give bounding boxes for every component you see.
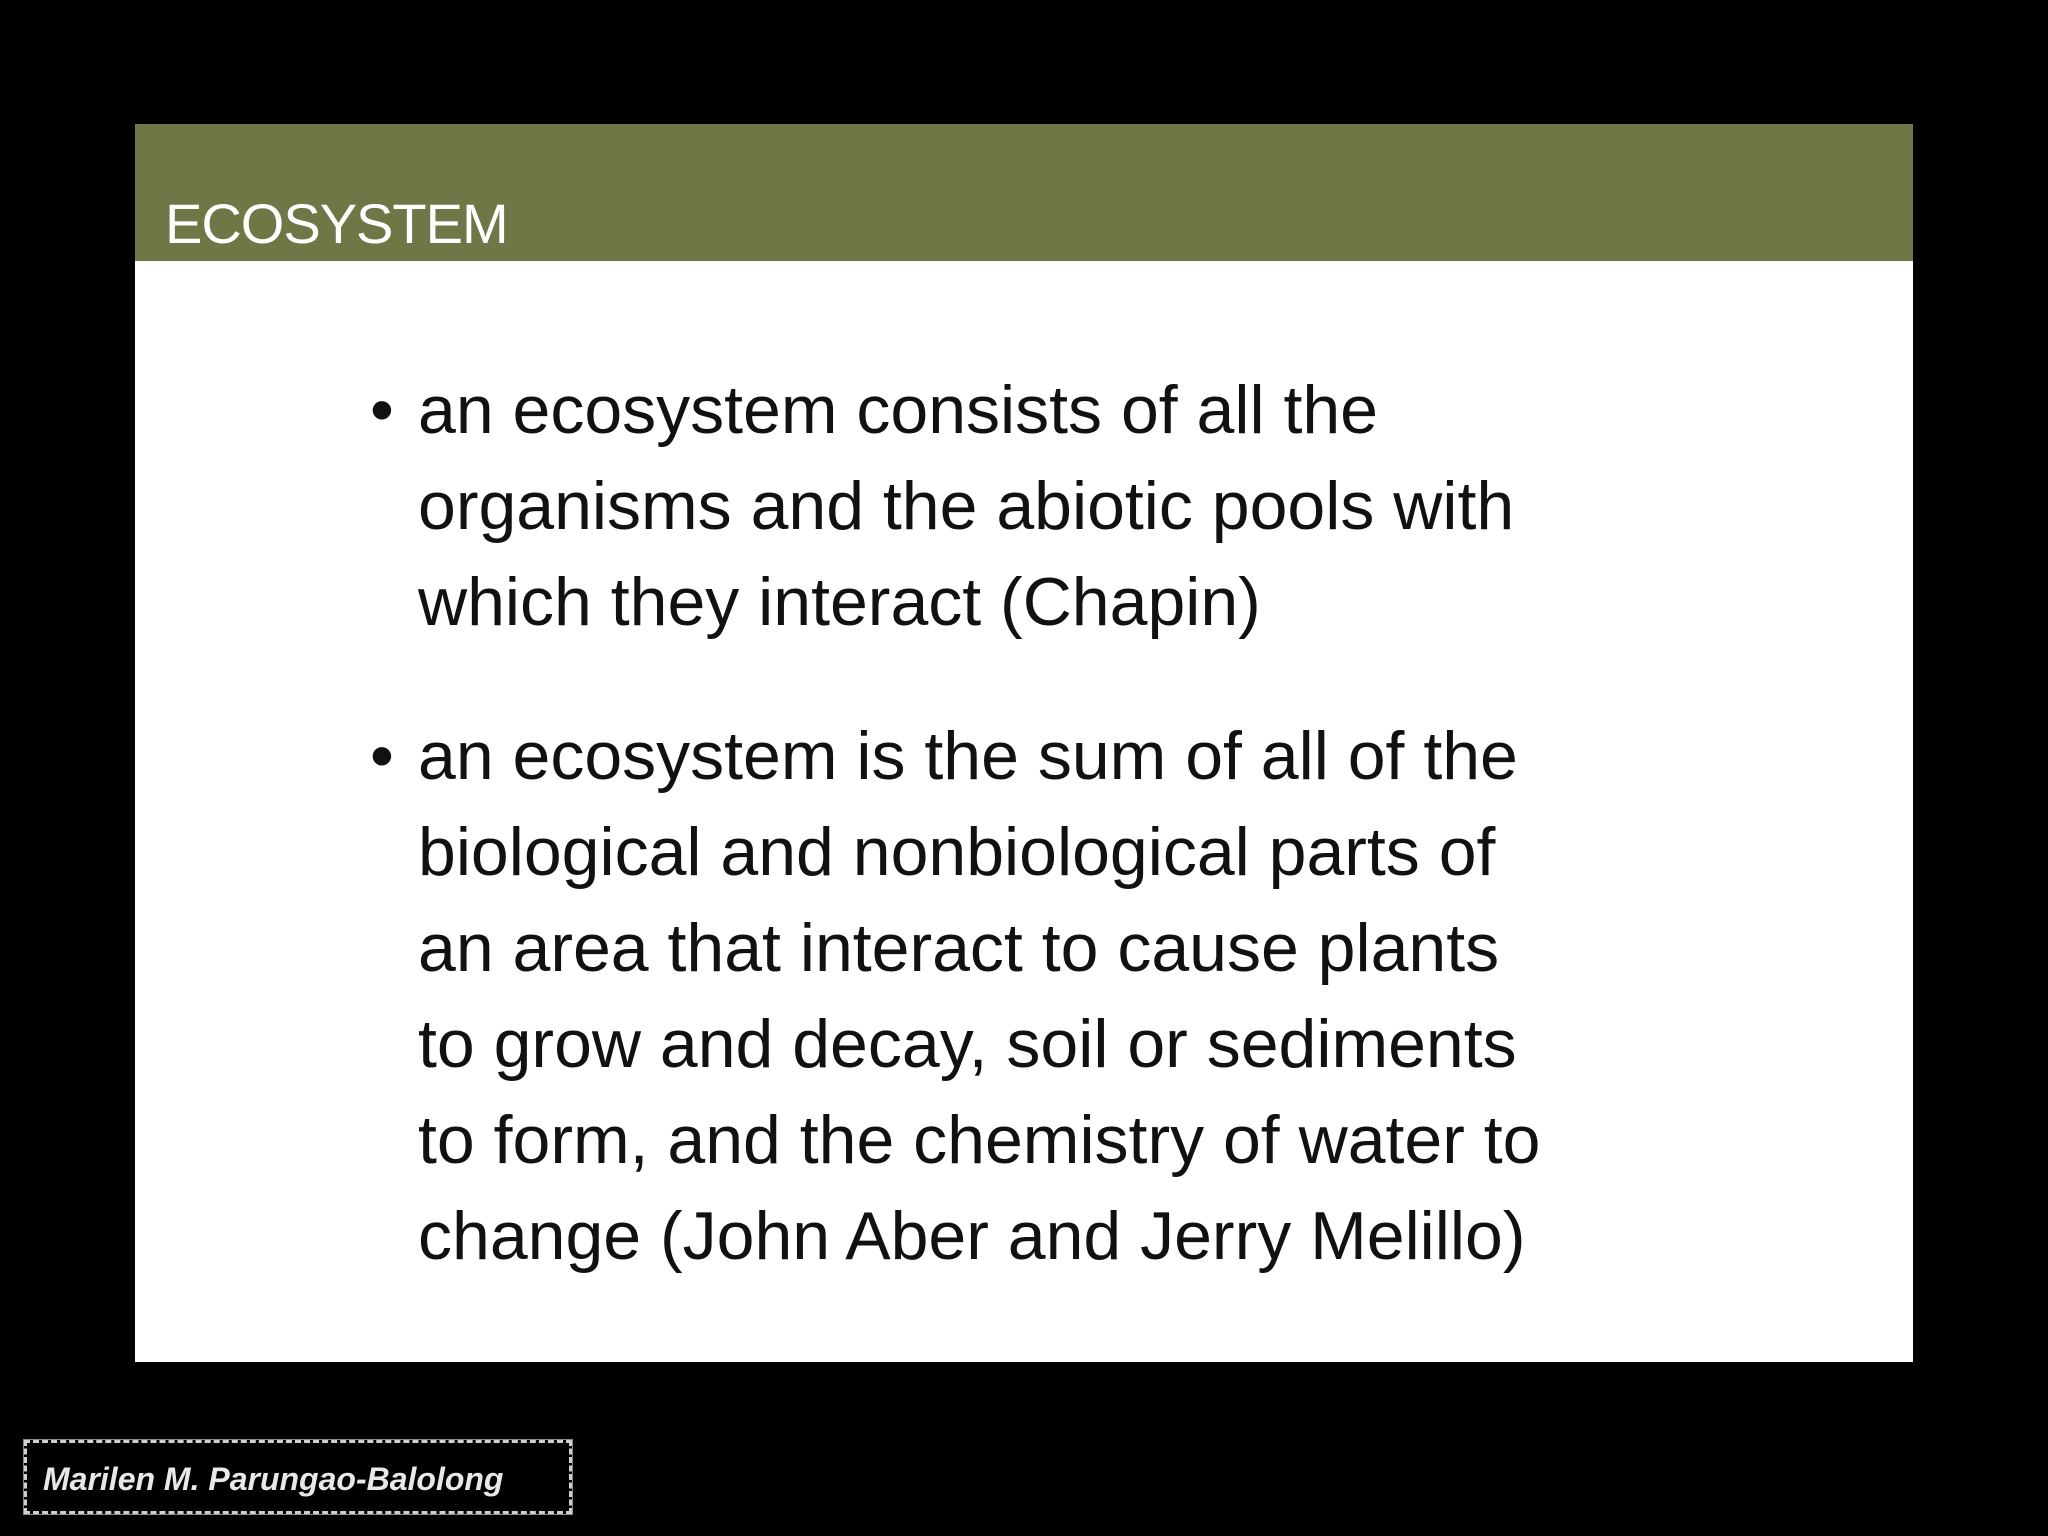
bullet-line: organisms and the abiotic pools with bbox=[418, 468, 1515, 544]
bullet-marker: • bbox=[370, 372, 394, 448]
bullet-line: change (John Aber and Jerry Melillo) bbox=[418, 1198, 1526, 1274]
bullet-line: to form, and the chemistry of water to bbox=[418, 1102, 1541, 1178]
bullet-line: biological and nonbiological parts of bbox=[418, 814, 1496, 890]
bullet-line: which they interact (Chapin) bbox=[418, 564, 1261, 640]
author-watermark bbox=[24, 1440, 572, 1514]
bullet-line: an ecosystem consists of all the bbox=[418, 372, 1379, 448]
bullet-line: an area that interact to cause plants bbox=[418, 910, 1500, 986]
slide-title: ECOSYSTEM bbox=[165, 192, 508, 255]
bullet-item bbox=[418, 362, 1838, 650]
bullet-line: an ecosystem is the sum of all of the bbox=[418, 718, 1518, 794]
author-name: Marilen M. Parungao-Balolong bbox=[43, 1461, 504, 1497]
bullet-item bbox=[418, 708, 1838, 1284]
slide-header bbox=[135, 124, 1913, 261]
bullet-line: to grow and decay, soil or sediments bbox=[418, 1006, 1517, 1082]
bullet-marker: • bbox=[370, 718, 394, 794]
